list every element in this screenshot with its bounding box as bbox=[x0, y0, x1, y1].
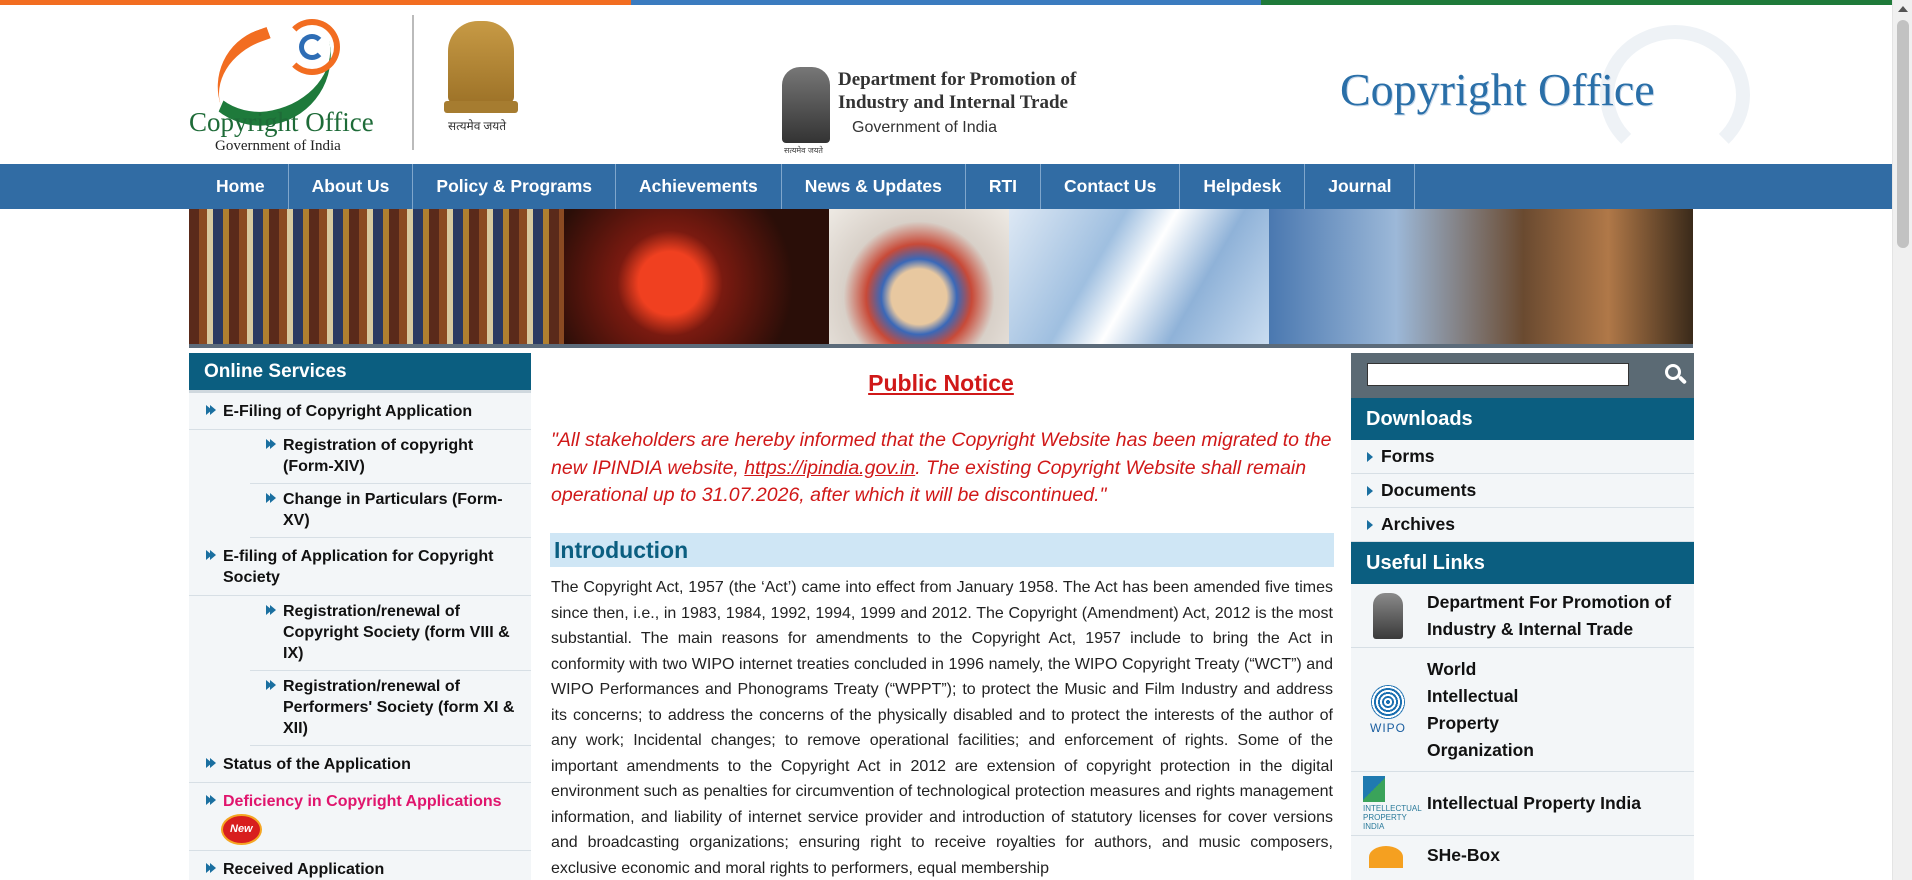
search-input[interactable] bbox=[1367, 363, 1629, 386]
useful-link-label: World Intellectual Property Organization bbox=[1427, 658, 1534, 760]
nav-contact-us[interactable]: Contact Us bbox=[1041, 164, 1180, 209]
wipo-logo-text: WIPO bbox=[1370, 720, 1406, 735]
menu-efiling-copyright[interactable] bbox=[189, 393, 531, 430]
wipo-disc bbox=[1371, 685, 1405, 719]
page-scrollbar[interactable] bbox=[1892, 0, 1912, 880]
menu-application-status[interactable] bbox=[189, 746, 531, 783]
introduction-text: The Copyright Act, 1957 (the ‘Act’) came into effect from January 1958. The Act has been amended five times since then, i.e., in 1983, 1984, 1992, 1994, 1999 and 2012. The Copyright (Amendment) Act, 2012 is the most substantial. The main reasons for amendments to the Copyright Act, 1957 include to bring the Act in conformity with two WIPO internet treaties concluded in 1996 namely, the WIPO Copyright Treaty (“WCT”) and WIPO Performances and Phonograms Treaty (“WPPT”); to protect the Music and Film Industry and address its concerns; to address the concerns of the physically disabled and to protect the interests of the author of any work; Incidental changes; to remove operational facilities; and enforcement of rights. Some of the important amendments to the Copyright Act in 2012 are extension of copyright protection in the digital environment such as penalties for circumvention of technological protection measures and rights management information, and liability of internet service provider and introduction of statutory licenses for cover versions and broadcasting organizations; ensuring right to receive royalties for authors, and music composers, exclusive economic and moral rights to performers, equal membership bbox=[551, 579, 1333, 877]
emblem-lions bbox=[448, 21, 514, 103]
menu-registration-copyright[interactable] bbox=[250, 430, 531, 484]
public-notice-title: Public Notice bbox=[868, 370, 1014, 396]
double-arrow-icon bbox=[206, 550, 216, 560]
nav-about-us[interactable]: About Us bbox=[289, 164, 414, 209]
menu-label: E-filing of Application for Copyright Society bbox=[223, 548, 494, 586]
copyright-office-logo[interactable] bbox=[189, 15, 404, 155]
emblem-base bbox=[444, 101, 518, 113]
ip-india-logo-icon bbox=[1363, 776, 1422, 831]
she-box-logo-icon bbox=[1363, 846, 1413, 868]
useful-links-title: Useful Links bbox=[1351, 542, 1694, 584]
right-sidebar bbox=[1351, 353, 1694, 880]
search-button[interactable] bbox=[1663, 362, 1689, 388]
banner-software-image bbox=[1009, 209, 1269, 344]
logo-c-inner-icon bbox=[299, 34, 325, 60]
downloads-forms[interactable]: Forms bbox=[1351, 440, 1694, 474]
useful-link-label: Intellectual Property India bbox=[1427, 793, 1641, 813]
header-divider bbox=[412, 15, 414, 150]
notice-text-start: "All stakeholders are hereby informed that the Copyright Website has been migrated to the new IPINDIA website, bbox=[551, 429, 1332, 479]
dpiit-logo[interactable] bbox=[782, 63, 1112, 153]
search-icon-handle bbox=[1678, 375, 1687, 384]
banner-dancers-image bbox=[564, 209, 829, 344]
site-header bbox=[0, 5, 1892, 164]
double-arrow-icon bbox=[266, 680, 276, 690]
emblem-motto: सत्यमेव जयते bbox=[448, 119, 507, 133]
nav-rti[interactable]: RTI bbox=[966, 164, 1041, 209]
logo-subtitle: Government of India bbox=[215, 138, 341, 154]
menu-deficiency[interactable] bbox=[189, 783, 531, 851]
she-box-shape bbox=[1369, 846, 1403, 868]
menu-received-application[interactable] bbox=[189, 851, 531, 880]
banner-books-image bbox=[189, 209, 564, 344]
nav-achievements[interactable]: Achievements bbox=[616, 164, 782, 209]
dpiit-line-2: Industry and Internal Trade bbox=[838, 92, 1068, 113]
nav-policy-programs[interactable]: Policy & Programs bbox=[413, 164, 616, 209]
menu-label: Change in Particulars (Form-XV) bbox=[283, 491, 503, 529]
menu-label: Registration/renewal of Copyright Society (form VIII & IX) bbox=[283, 603, 510, 662]
downloads-documents[interactable]: Documents bbox=[1351, 474, 1694, 508]
nav-news-updates[interactable]: News & Updates bbox=[782, 164, 966, 209]
menu-label: Registration of copyright (Form-XIV) bbox=[283, 437, 474, 475]
ip-india-logo-text: INTELLECTUAL PROPERTY INDIA bbox=[1363, 804, 1422, 831]
main-content bbox=[531, 353, 1351, 880]
useful-link-label: Department For Promotion of Industry & Internal Trade bbox=[1427, 591, 1672, 639]
scrollbar-thumb[interactable] bbox=[1897, 20, 1909, 248]
emblem-shape bbox=[1373, 593, 1403, 639]
double-arrow-icon bbox=[206, 758, 216, 768]
ipindia-link[interactable]: https://ipindia.gov.in bbox=[744, 456, 916, 479]
hero-banner bbox=[189, 209, 1693, 348]
menu-performers-society-renewal[interactable] bbox=[250, 671, 531, 746]
logo-title: Copyright Office bbox=[189, 107, 374, 137]
menu-label: E-Filing of Copyright Application bbox=[223, 403, 473, 420]
double-arrow-icon bbox=[266, 439, 276, 449]
wipo-logo-icon bbox=[1363, 685, 1413, 735]
main-nav bbox=[0, 164, 1892, 209]
double-arrow-icon bbox=[266, 493, 276, 503]
scroll-up-arrow-icon[interactable] bbox=[1898, 6, 1908, 12]
menu-change-particulars[interactable] bbox=[250, 484, 531, 538]
banner-palette-image bbox=[829, 209, 1009, 344]
double-arrow-icon bbox=[266, 605, 276, 615]
national-emblem-icon bbox=[440, 17, 522, 135]
double-arrow-icon bbox=[206, 795, 216, 805]
online-services-panel bbox=[189, 353, 531, 880]
useful-link-label: SHe-Box bbox=[1427, 845, 1500, 865]
introduction-heading: Introduction bbox=[550, 533, 1334, 567]
menu-label: Status of the Application bbox=[223, 756, 411, 773]
dpiit-motto: सत्यमेव जयते bbox=[784, 146, 823, 155]
menu-label: Deficiency in Copyright Applications bbox=[223, 793, 502, 810]
online-services-title: Online Services bbox=[189, 353, 531, 393]
downloads-title: Downloads bbox=[1351, 398, 1694, 440]
double-arrow-icon bbox=[206, 405, 216, 415]
menu-copyright-society-renewal[interactable] bbox=[250, 596, 531, 671]
dpiit-line-1: Department for Promotion of bbox=[838, 69, 1077, 90]
menu-efiling-society[interactable] bbox=[189, 538, 531, 596]
nav-helpdesk[interactable]: Helpdesk bbox=[1180, 164, 1305, 209]
search-bar bbox=[1351, 353, 1694, 398]
useful-link-dpiit[interactable] bbox=[1351, 584, 1694, 648]
dpiit-line-3: Government of India bbox=[852, 119, 997, 136]
dpiit-emblem-icon bbox=[782, 67, 830, 143]
useful-link-wipo[interactable] bbox=[1351, 648, 1694, 772]
useful-link-she-box[interactable] bbox=[1351, 836, 1694, 880]
nav-home[interactable]: Home bbox=[193, 164, 289, 209]
notice-text-end: . The existing Copyright Website shall remain operational up to 31.07.2026, after which it will be discontinued." bbox=[551, 456, 1307, 506]
menu-label: Received Application bbox=[223, 861, 385, 878]
banner-film-drums-image bbox=[1269, 209, 1693, 344]
double-arrow-icon bbox=[206, 863, 216, 873]
public-notice-text bbox=[551, 427, 1333, 510]
useful-link-ip-india[interactable] bbox=[1351, 772, 1694, 836]
new-badge: New bbox=[223, 816, 260, 843]
menu-label: Registration/renewal of Performers' Society (form XI & XII) bbox=[283, 678, 515, 737]
nav-journal[interactable]: Journal bbox=[1305, 164, 1415, 209]
ip-india-mark bbox=[1363, 776, 1385, 802]
national-emblem-icon bbox=[1363, 593, 1413, 639]
downloads-archives[interactable]: Archives bbox=[1351, 508, 1694, 542]
header-right-title: Copyright Office bbox=[1340, 64, 1655, 115]
